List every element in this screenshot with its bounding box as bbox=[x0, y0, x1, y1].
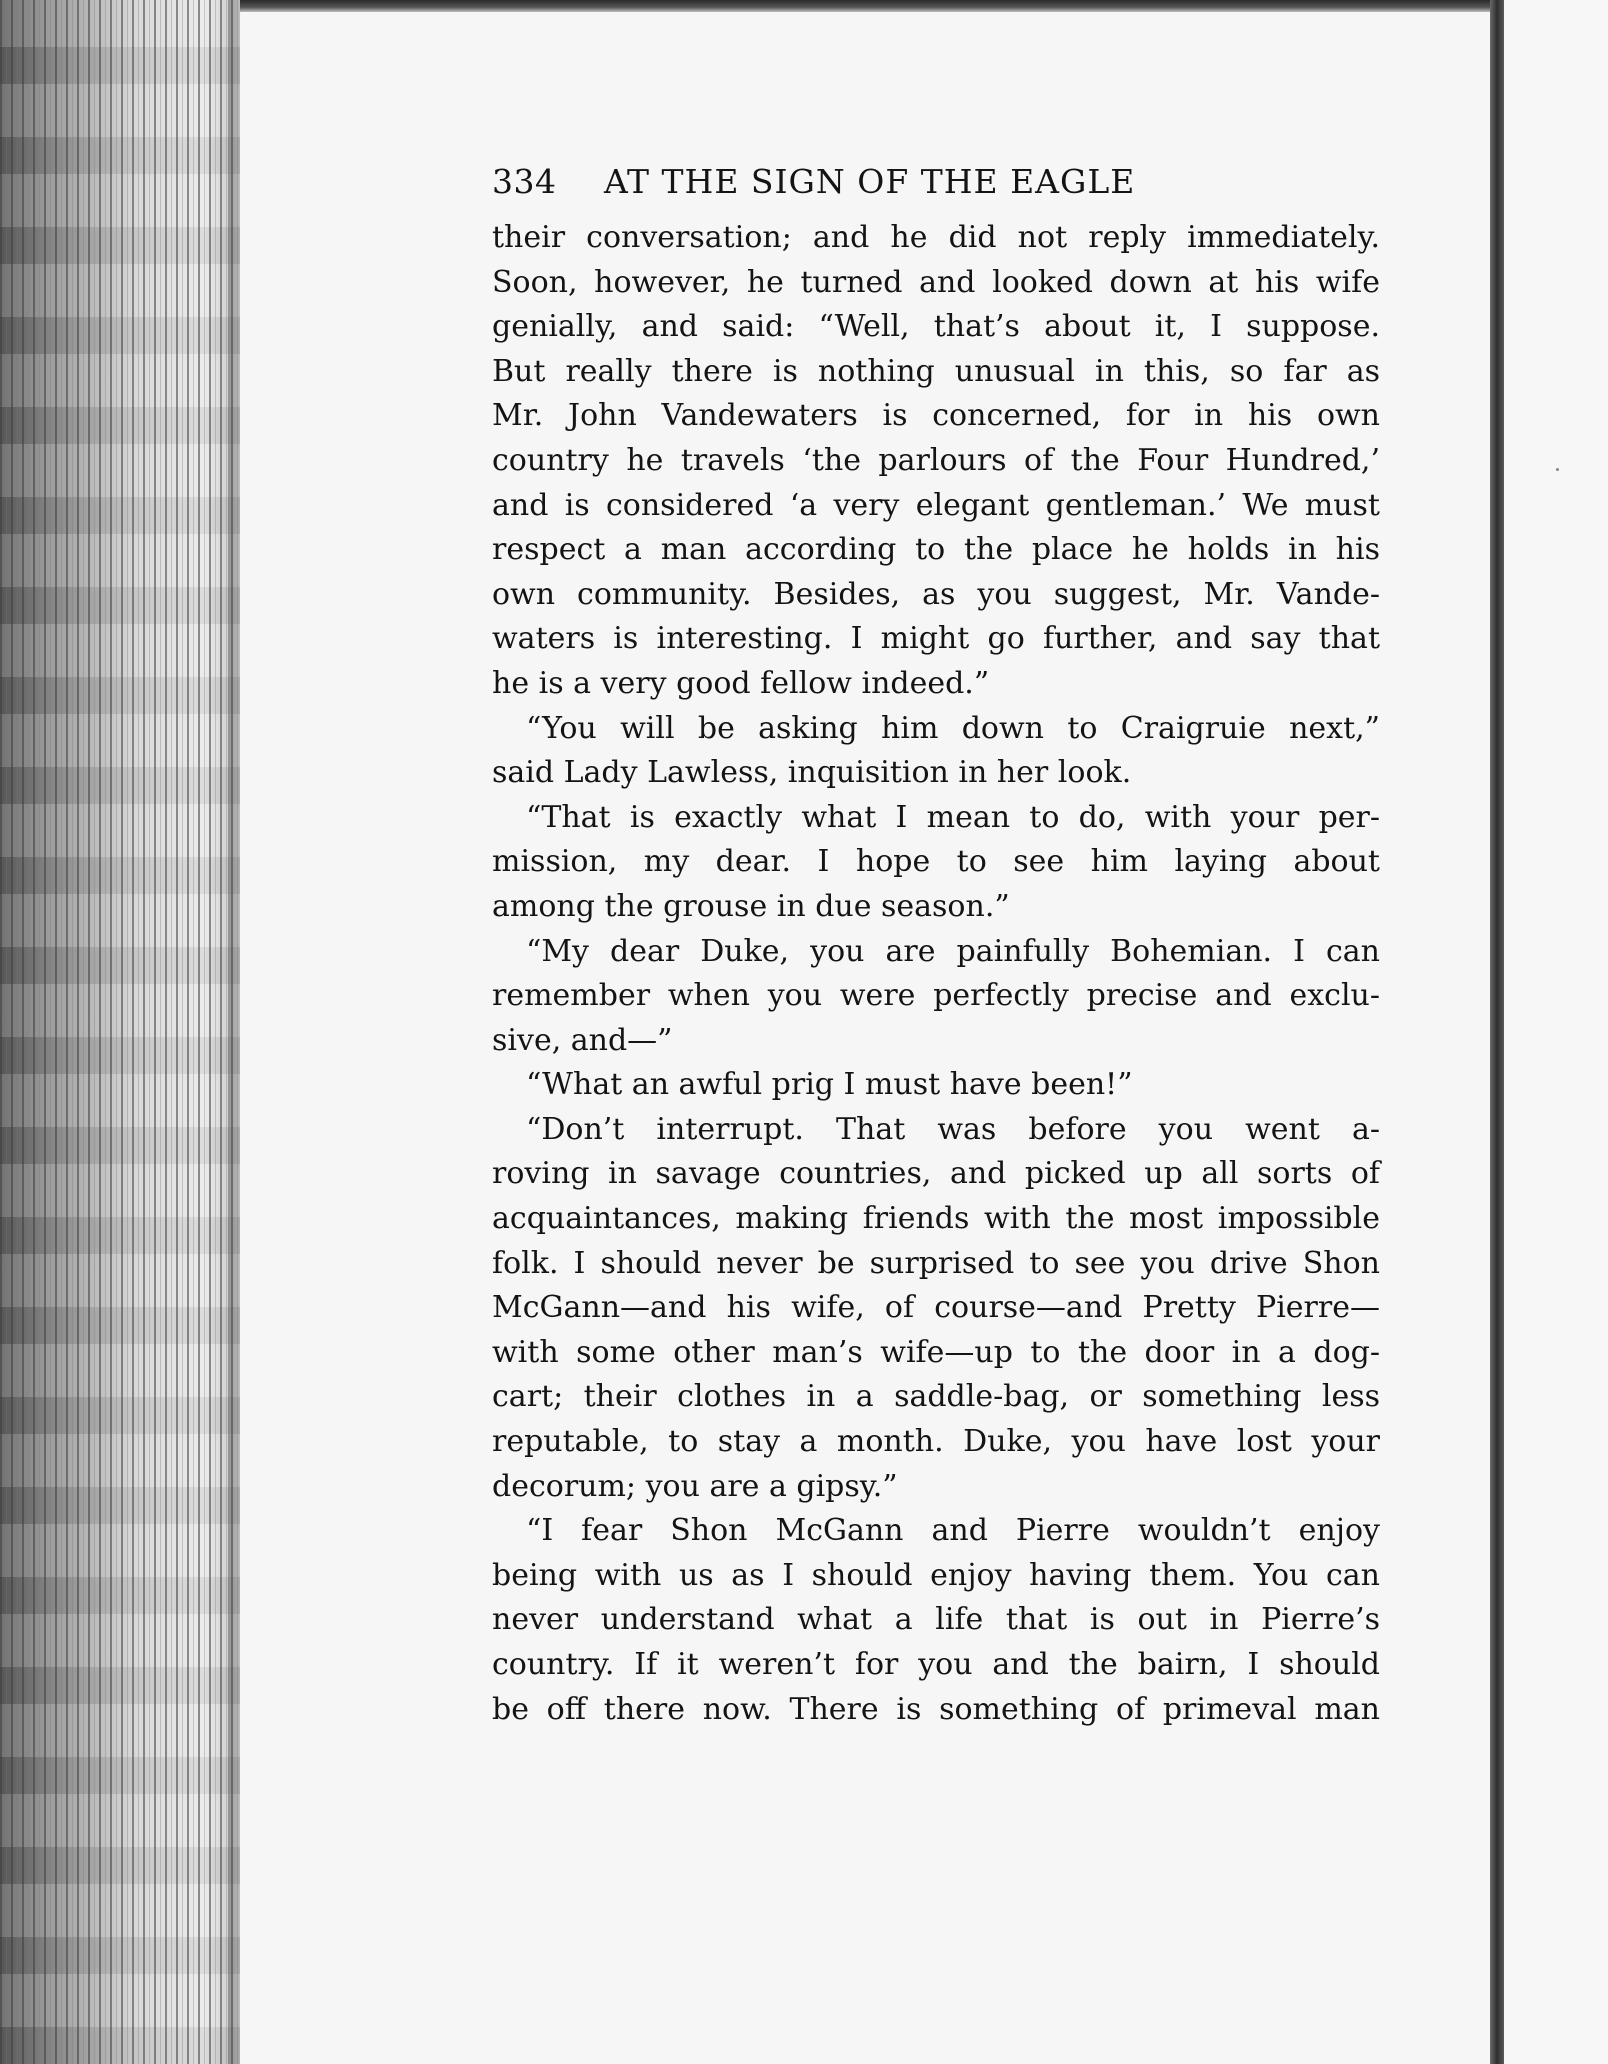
text-line: being with us as I should enjoy having them. You can bbox=[492, 1557, 1380, 1593]
text-line: with some other man’s wife—up to the door in a dog- bbox=[492, 1334, 1380, 1370]
text-line: be off there now. There is something of primeval man bbox=[492, 1691, 1380, 1727]
text-line: “You will be asking him down to Craigruie next,” bbox=[526, 710, 1380, 746]
book-fore-edge bbox=[0, 0, 240, 2064]
text-line: own community. Besides, as you suggest, Mr. Vande- bbox=[492, 576, 1380, 612]
text-line: country he travels ‘the parlours of the Four Hundred,’ bbox=[492, 442, 1380, 478]
text-line: “What an awful prig I must have been!” bbox=[526, 1067, 1133, 1103]
text-line: folk. I should never be surprised to see you drive Shon bbox=[492, 1245, 1380, 1281]
text-line: he is a very good fellow indeed.” bbox=[492, 665, 990, 701]
text-line: acquaintances, making friends with the most impossible bbox=[492, 1201, 1380, 1237]
text-line: their conversation; and he did not reply immediately. bbox=[492, 220, 1380, 255]
text-line: Soon, however, he turned and looked down at his wife bbox=[492, 264, 1380, 300]
text-line: “I fear Shon McGann and Pierre wouldn’t enjoy bbox=[526, 1513, 1380, 1549]
text-line: “Don’t interrupt. That was before you went a- bbox=[526, 1111, 1380, 1147]
text-line: “That is exactly what I mean to do, with your per- bbox=[526, 799, 1380, 835]
body-text bbox=[492, 216, 1380, 1732]
text-line: never understand what a life that is out in Pierre’s bbox=[492, 1602, 1380, 1638]
text-line: remember when you were perfectly precise and exclu- bbox=[492, 978, 1380, 1014]
text-line: said Lady Lawless, inquisition in her look. bbox=[492, 755, 1132, 791]
text-line: “My dear Duke, you are painfully Bohemian. I can bbox=[526, 933, 1380, 969]
text-line: respect a man according to the place he holds in his bbox=[492, 532, 1380, 568]
text-line: and is considered ‘a very elegant gentleman.’ We must bbox=[492, 487, 1380, 523]
text-line: country. If it weren’t for you and the bairn, I should bbox=[492, 1647, 1380, 1682]
dust-speck bbox=[1556, 468, 1559, 471]
text-line: cart; their clothes in a saddle-bag, or something less bbox=[492, 1379, 1380, 1415]
text-block bbox=[492, 162, 1380, 1732]
running-head bbox=[492, 162, 1380, 216]
text-line: roving in savage countries, and picked up all sorts of bbox=[492, 1156, 1380, 1192]
page-number: 334 bbox=[492, 162, 557, 201]
text-line: McGann—and his wife, of course—and Pretty Pierre— bbox=[492, 1290, 1380, 1326]
text-line: among the grouse in due season.” bbox=[492, 888, 1010, 924]
text-line: decorum; you are a gipsy.” bbox=[492, 1468, 898, 1504]
text-line: mission, my dear. I hope to see him laying about bbox=[492, 844, 1380, 880]
text-line: waters is interesting. I might go further, and say that bbox=[492, 621, 1380, 657]
text-line: Mr. John Vandewaters is concerned, for in his own bbox=[492, 398, 1380, 434]
text-line: reputable, to stay a month. Duke, you have lost your bbox=[492, 1424, 1380, 1460]
right-margin bbox=[1504, 0, 1608, 2064]
gutter-edge bbox=[1490, 0, 1504, 2064]
text-line: sive, and—” bbox=[492, 1022, 673, 1058]
text-line: But really there is nothing unusual in this, so far as bbox=[492, 353, 1380, 389]
running-title: AT THE SIGN OF THE EAGLE bbox=[604, 162, 1136, 201]
text-line: genially, and said: “Well, that’s about it, I suppose. bbox=[492, 309, 1380, 345]
